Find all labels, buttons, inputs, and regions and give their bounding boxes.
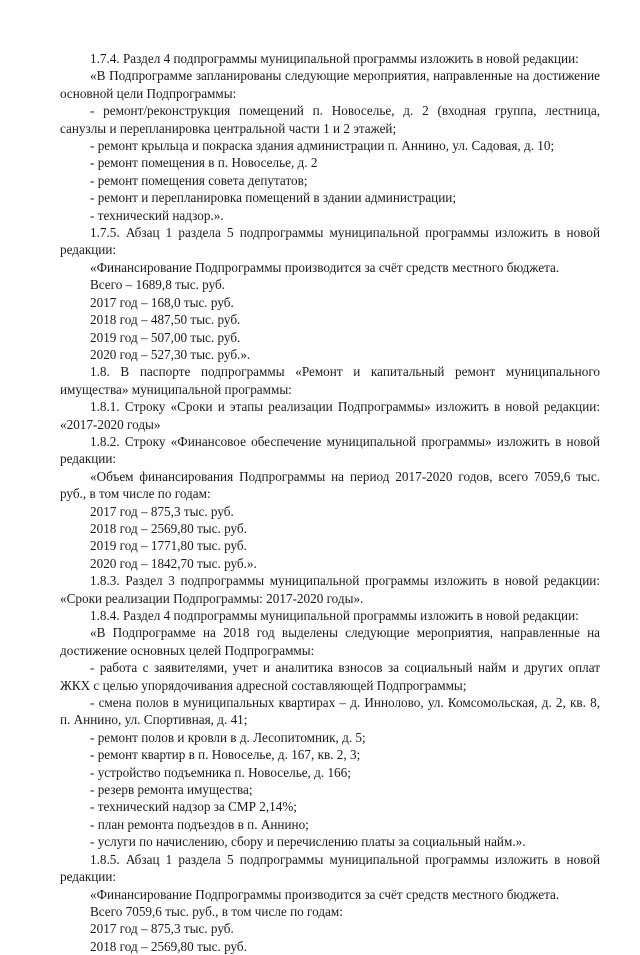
financing-text: «Финансирование Подпрограммы производится за счёт средств местного бюджета. <box>90 886 560 902</box>
list-item: - услуги по начислению, сбору и перечислению платы за социальный найм.». <box>90 834 526 850</box>
financing-year: 2018 год – 2569,80 тыс. руб. <box>90 938 247 954</box>
financing-year: 2020 год – 1842,70 тыс. руб.». <box>90 555 257 571</box>
paragraph-1-8-1: 1.8.1. Строку «Сроки и этапы реализации Подпрограммы» изложить в новой редакции: «2017-2020 годы» <box>60 399 600 432</box>
document-body <box>60 50 600 955</box>
list-item: - ремонт квартир в п. Новоселье, д. 167, кв. 2, 3; <box>90 747 361 763</box>
paragraph-1-7-4: 1.7.4. Раздел 4 подпрограммы муниципальной программы изложить в новой редакции: <box>90 51 579 66</box>
paragraph-1-7-4-intro: «В Подпрограмме запланированы следующие мероприятия, направленные на достижение основной цели Подпрограммы: <box>60 68 600 101</box>
list-item: - технический надзор за СМР 2,14%; <box>90 799 297 815</box>
paragraph-1-7-5: 1.7.5. Абзац 1 раздела 5 подпрограммы муниципальной программы изложить в новой редакции: <box>60 225 600 258</box>
list-item: - план ремонта подъездов в п. Аннино; <box>90 816 309 832</box>
financing-text: «Финансирование Подпрограммы производится за счёт средств местного бюджета. <box>90 259 560 275</box>
financing-year: 2020 год – 527,30 тыс. руб.». <box>90 346 251 362</box>
list-item: - ремонт помещения совета депутатов; <box>90 172 308 188</box>
list-item: - ремонт помещения в п. Новоселье, д. 2 <box>90 155 318 171</box>
list-item: - ремонт полов и кровли в д. Лесопитомник, д. 5; <box>90 729 366 745</box>
list-item: - ремонт/реконструкция помещений п. Новоселье, д. 2 (входная группа, лестница, санузлы и перепланировка центральной части 1 и 2 этажей; <box>60 103 600 136</box>
list-item: - технический надзор.». <box>90 207 224 223</box>
list-item: - ремонт и перепланировка помещений в здании администрации; <box>90 190 457 206</box>
financing-year: 2017 год – 168,0 тыс. руб. <box>90 294 234 310</box>
financing-total: Всего 7059,6 тыс. руб., в том числе по годам: <box>90 903 343 919</box>
paragraph-1-8: 1.8. В паспорте подпрограммы «Ремонт и капитальный ремонт муниципального имущества» муниципальной программы: <box>60 364 600 397</box>
paragraph-1-8-5: 1.8.5. Абзац 1 раздела 5 подпрограммы муниципальной программы изложить в новой редакции: <box>60 851 600 885</box>
paragraph-1-8-2: 1.8.2. Строку «Финансовое обеспечение муниципальной программы» изложить в новой редакции: <box>60 433 600 467</box>
financing-total: Всего – 1689,8 тыс. руб. <box>90 277 226 293</box>
paragraph-1-8-4-intro: «В Подпрограмме на 2018 год выделены следующие мероприятия, направленные на достижение основных целей Подпрограммы: <box>60 625 600 658</box>
financing-text: «Объем финансирования Подпрограммы на период 2017-2020 годов, всего 7059,6 тыс. руб., в том числе по годам: <box>60 468 600 502</box>
list-item: - работа с заявителями, учет и аналитика взносов за социальный найм и других оплат ЖКХ с целью упорядочивания адресной составляющей Подпрограммы; <box>60 660 600 693</box>
list-item: - ремонт крыльца и покраска здания администрации п. Аннино, ул. Садовая, д. 10; <box>90 138 555 154</box>
financing-year: 2019 год – 507,00 тыс. руб. <box>90 329 241 345</box>
financing-year: 2018 год – 487,50 тыс. руб. <box>90 312 241 328</box>
paragraph-1-8-4: 1.8.4. Раздел 4 подпрограммы муниципальной программы изложить в новой редакции: <box>90 608 579 623</box>
financing-year: 2018 год – 2569,80 тыс. руб. <box>90 520 247 536</box>
financing-year: 2019 год – 1771,80 тыс. руб. <box>90 538 247 554</box>
paragraph-1-8-3: 1.8.3. Раздел 3 подпрограммы муниципальной программы изложить в новой редакции: «Сроки реализации Подпрограммы: 2017-2020 годы». <box>60 573 600 606</box>
list-item: - устройство подъемника п. Новоселье, д. 166; <box>90 764 351 780</box>
financing-year: 2017 год – 875,3 тыс. руб. <box>90 921 234 937</box>
list-item: - смена полов в муниципальных квартирах – д. Иннолово, ул. Комсомольская, д. 2, кв. 8, п. Аннино, ул. Спортивная, д. 41; <box>60 695 600 728</box>
financing-year: 2017 год – 875,3 тыс. руб. <box>90 503 234 519</box>
list-item: - резерв ремонта имущества; <box>90 782 253 798</box>
